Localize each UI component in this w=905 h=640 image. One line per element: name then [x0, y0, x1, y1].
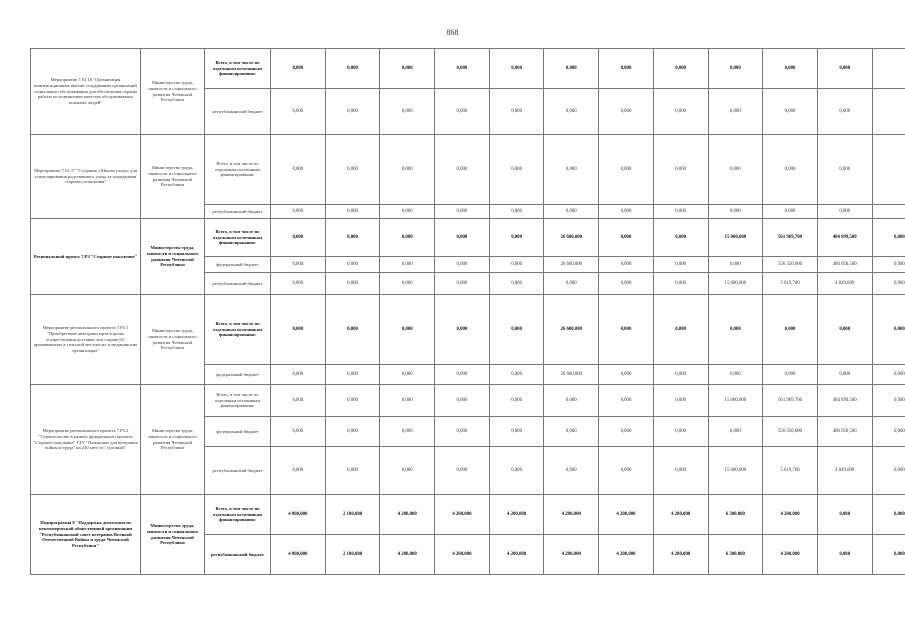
funding-source-cell: федеральный бюджет: [205, 365, 271, 385]
value-cell: 0,000: [380, 89, 435, 135]
value-cell: 0,000: [653, 135, 708, 205]
value-cell: 0,000: [599, 273, 654, 295]
value-cell: 0,000: [380, 417, 435, 447]
funding-source-cell: Всего, в том числе по отдельным источникам финансирования:: [205, 495, 271, 535]
funding-source-cell: Всего, в том числе по отдельным источникам финансирования:: [205, 385, 271, 417]
value-cell: 0,000: [708, 417, 763, 447]
value-cell: 6 300,000: [708, 495, 763, 535]
value-cell: 556 350,000: [763, 417, 818, 447]
responsible-executor-cell: Министерство труда, занятости и социального развития Чеченской Республики: [141, 135, 205, 219]
value-cell: 0,000: [271, 89, 326, 135]
value-cell: 4 200,000: [763, 535, 818, 575]
value-cell: 4 200,000: [489, 535, 544, 575]
value-cell: 0,000: [435, 417, 490, 447]
value-cell: 0,000: [435, 135, 490, 205]
value-cell: 5 619,700: [763, 447, 818, 495]
value-cell: 0,000: [435, 257, 490, 273]
value-cell: 4 849,000: [817, 273, 872, 295]
value-cell: 0,000: [653, 417, 708, 447]
value-cell: 26 600,000: [544, 295, 599, 365]
value-cell: 0,000: [544, 273, 599, 295]
value-cell: 0,000: [489, 385, 544, 417]
funding-source-cell: республиканский бюджет: [205, 273, 271, 295]
value-cell: 0,000: [544, 447, 599, 495]
value-cell: 0,000: [599, 365, 654, 385]
value-cell: [872, 49, 905, 89]
value-cell: 0,000: [325, 273, 380, 295]
value-cell: 0,000: [271, 257, 326, 273]
funding-source-cell: Всего, в том числе по отдельным источникам финансирования:: [205, 49, 271, 89]
value-cell: 556 350,000: [763, 257, 818, 273]
value-cell: 0,000: [708, 89, 763, 135]
value-cell: 0,000: [489, 273, 544, 295]
value-cell: 26 600,000: [544, 365, 599, 385]
value-cell: 0,000: [271, 135, 326, 205]
value-cell: 0,000: [489, 447, 544, 495]
value-cell: 0,000: [872, 257, 905, 273]
value-cell: 0,000: [708, 295, 763, 365]
value-cell: 0,000: [599, 295, 654, 365]
value-cell: 0,000: [653, 273, 708, 295]
value-cell: 0,000: [325, 257, 380, 273]
value-cell: 0,000: [271, 385, 326, 417]
value-cell: 0,000: [435, 49, 490, 89]
value-cell: 26 600,000: [544, 257, 599, 273]
value-cell: 0,000: [653, 49, 708, 89]
value-cell: 0,000: [708, 135, 763, 205]
value-cell: 0,000: [544, 417, 599, 447]
value-cell: 4 200,000: [544, 495, 599, 535]
value-cell: 0,000: [380, 447, 435, 495]
responsible-executor-cell: Министерство труда, занятости и социального развития Чеченской Республики: [141, 385, 205, 495]
value-cell: 0,000: [599, 417, 654, 447]
funding-source-cell: республиканский бюджет: [205, 205, 271, 219]
value-cell: 4 200,000: [489, 495, 544, 535]
value-cell: 0,000: [271, 273, 326, 295]
budget-table: [30, 48, 905, 575]
value-cell: 0,000: [872, 365, 905, 385]
value-cell: 0,000: [763, 89, 818, 135]
value-cell: 4 200,000: [599, 535, 654, 575]
program-name-cell: Подпрограмма 8 "Поддержка деятельности некоммерческой общественной организации "Республиканский совет ветеранов Великой Отечественной Войны и труда Чеченской Республики": [31, 495, 141, 575]
value-cell: 0,000: [271, 447, 326, 495]
value-cell: 0,000: [599, 447, 654, 495]
value-cell: 0,000: [489, 89, 544, 135]
funding-source-cell: Всего, в том числе по отдельным источникам финансирования:: [205, 135, 271, 205]
responsible-executor-cell: Министерство труда, занятости и социального развития Чеченской Республики: [141, 49, 205, 135]
value-cell: 0,000: [325, 219, 380, 257]
program-name-cell: Мероприятие регионального проекта 7.Р3.2 "Строительство в рамках федерального проекта "Старшее поколение" ГБУ "Пансионат для ветеранов войны и труда" на 240 мест в г. Грозный": [31, 385, 141, 495]
value-cell: 4 200,000: [653, 535, 708, 575]
value-cell: 4 200,000: [653, 495, 708, 535]
value-cell: 4 000,000: [271, 535, 326, 575]
program-name-cell: Региональный проект 7.Р3 "Старшее поколение": [31, 219, 141, 295]
value-cell: 0,000: [325, 205, 380, 219]
value-cell: 0,000: [325, 385, 380, 417]
value-cell: 4 200,000: [435, 535, 490, 575]
value-cell: 0,000: [380, 257, 435, 273]
funding-source-cell: республиканский бюджет: [205, 535, 271, 575]
value-cell: 0,000: [708, 365, 763, 385]
value-cell: 0,000: [489, 257, 544, 273]
responsible-executor-cell: Министерство труда, занятости и социального развития Чеченской Республики: [141, 295, 205, 385]
value-cell: 4 200,000: [380, 495, 435, 535]
value-cell: 4 200,000: [380, 535, 435, 575]
value-cell: 484 899,500: [817, 219, 872, 257]
value-cell: 0,000: [872, 495, 905, 535]
value-cell: 0,000: [380, 365, 435, 385]
page-number: 868: [446, 28, 459, 37]
funding-source-cell: республиканский бюджет: [205, 89, 271, 135]
value-cell: 0,000: [380, 219, 435, 257]
value-cell: 15 000,000: [708, 447, 763, 495]
value-cell: 0,000: [653, 257, 708, 273]
value-cell: 0,000: [763, 295, 818, 365]
value-cell: 4 849,000: [817, 447, 872, 495]
value-cell: 0,000: [489, 295, 544, 365]
value-cell: 0,000: [872, 417, 905, 447]
table-row: [31, 295, 905, 365]
funding-source-cell: Всего, в том числе по отдельным источникам финансирования:: [205, 295, 271, 365]
value-cell: 0,000: [271, 205, 326, 219]
value-cell: 0,000: [271, 49, 326, 89]
value-cell: 0,000: [544, 135, 599, 205]
value-cell: 0,000: [653, 385, 708, 417]
value-cell: [872, 89, 905, 135]
value-cell: 0,000: [271, 365, 326, 385]
value-cell: 0,000: [435, 205, 490, 219]
value-cell: 0,000: [817, 295, 872, 365]
value-cell: 0,000: [544, 205, 599, 219]
value-cell: 4 200,000: [435, 495, 490, 535]
value-cell: 15 000,000: [708, 273, 763, 295]
table-row: [31, 495, 905, 535]
value-cell: 0,000: [708, 49, 763, 89]
funding-source-cell: федеральный бюджет: [205, 417, 271, 447]
value-cell: 0,000: [653, 295, 708, 365]
value-cell: 2 100,000: [325, 535, 380, 575]
value-cell: 0,000: [489, 219, 544, 257]
value-cell: 0,000: [271, 417, 326, 447]
value-cell: 0,000: [708, 205, 763, 219]
program-name-cell: Мероприятие 7.01.16 "Организация компенсационных выплат сотрудникам организаций социального обслуживания для обеспечения охраны работы по повышению качества обслуживаемых пожилых людей": [31, 49, 141, 135]
value-cell: 0,000: [325, 447, 380, 495]
value-cell: 0,000: [817, 495, 872, 535]
table-row: [31, 385, 905, 417]
value-cell: 0,000: [325, 417, 380, 447]
table-row: [31, 219, 905, 257]
value-cell: 5 619,700: [763, 273, 818, 295]
value-cell: 0,000: [763, 49, 818, 89]
value-cell: 0,000: [599, 257, 654, 273]
value-cell: 0,000: [544, 89, 599, 135]
value-cell: 0,000: [653, 447, 708, 495]
funding-source-cell: Всего, в том числе по отдельным источникам финансирования:: [205, 219, 271, 257]
value-cell: 0,000: [489, 205, 544, 219]
value-cell: 0,000: [817, 135, 872, 205]
table-body: [31, 49, 905, 575]
value-cell: 6 300,000: [708, 535, 763, 575]
value-cell: 0,000: [325, 135, 380, 205]
value-cell: 15 000,000: [708, 385, 763, 417]
value-cell: [872, 205, 905, 219]
value-cell: 0,000: [817, 535, 872, 575]
value-cell: 0,000: [817, 49, 872, 89]
value-cell: 0,000: [817, 89, 872, 135]
value-cell: 0,000: [872, 295, 905, 365]
value-cell: 0,000: [872, 385, 905, 417]
value-cell: 0,000: [271, 295, 326, 365]
value-cell: 0,000: [763, 365, 818, 385]
table-row: [31, 135, 905, 205]
value-cell: 0,000: [325, 295, 380, 365]
value-cell: 0,000: [708, 257, 763, 273]
value-cell: 0,000: [380, 49, 435, 89]
value-cell: 0,000: [817, 205, 872, 219]
responsible-executor-cell: Министерство труда, занятости и социального развития Чеченской Республики: [141, 219, 205, 295]
value-cell: 2 100,000: [325, 495, 380, 535]
value-cell: 480 050,500: [817, 257, 872, 273]
value-cell: 0,000: [435, 89, 490, 135]
value-cell: 0,000: [653, 205, 708, 219]
value-cell: 0,000: [599, 219, 654, 257]
value-cell: 561 969,700: [763, 219, 818, 257]
value-cell: 0,000: [872, 273, 905, 295]
value-cell: 0,000: [872, 219, 905, 257]
value-cell: 4 200,000: [544, 535, 599, 575]
value-cell: 0,000: [380, 135, 435, 205]
value-cell: 0,000: [489, 135, 544, 205]
value-cell: 0,000: [380, 273, 435, 295]
funding-source-cell: федеральный бюджет: [205, 257, 271, 273]
value-cell: 15 000,000: [708, 219, 763, 257]
value-cell: 484 899,500: [817, 385, 872, 417]
value-cell: 0,000: [435, 273, 490, 295]
value-cell: [872, 135, 905, 205]
value-cell: 480 050,500: [817, 417, 872, 447]
value-cell: 561 969,700: [763, 385, 818, 417]
table-row: [31, 49, 905, 89]
value-cell: 0,000: [435, 219, 490, 257]
value-cell: 0,000: [763, 205, 818, 219]
value-cell: 0,000: [489, 417, 544, 447]
value-cell: 0,000: [489, 49, 544, 89]
value-cell: 0,000: [599, 385, 654, 417]
value-cell: 0,000: [325, 49, 380, 89]
value-cell: 0,000: [325, 365, 380, 385]
responsible-executor-cell: Министерство труда, занятости и социального развития Чеченской Республики: [141, 495, 205, 575]
value-cell: 0,000: [544, 385, 599, 417]
value-cell: 0,000: [599, 89, 654, 135]
value-cell: 0,000: [489, 365, 544, 385]
value-cell: 0,000: [653, 89, 708, 135]
value-cell: 0,000: [817, 365, 872, 385]
value-cell: 4 200,000: [763, 495, 818, 535]
value-cell: 0,000: [763, 135, 818, 205]
funding-source-cell: республиканский бюджет: [205, 447, 271, 495]
value-cell: 0,000: [435, 295, 490, 365]
program-name-cell: Мероприятие регионального проекта 7.Р3.1 "Приобретение автотранспорта в целях осуществления доставки лиц старше 65, проживающих в сельской местности, в медицинские организации": [31, 295, 141, 385]
value-cell: 0,000: [872, 535, 905, 575]
value-cell: 0,000: [325, 89, 380, 135]
value-cell: 0,000: [653, 365, 708, 385]
value-cell: 0,000: [435, 447, 490, 495]
program-name-cell: Мероприятие 7.01.17 "Создание «Школы ухода» для стимулирования родственного ухода за гражданами старшего поколения": [31, 135, 141, 219]
value-cell: 0,000: [435, 365, 490, 385]
value-cell: 4 200,000: [599, 495, 654, 535]
value-cell: 0,000: [380, 205, 435, 219]
value-cell: 0,000: [435, 385, 490, 417]
value-cell: 4 000,000: [271, 495, 326, 535]
value-cell: 0,000: [380, 295, 435, 365]
value-cell: 0,000: [599, 135, 654, 205]
value-cell: 0,000: [653, 219, 708, 257]
value-cell: 0,000: [271, 219, 326, 257]
value-cell: 0,000: [599, 205, 654, 219]
value-cell: 0,000: [544, 49, 599, 89]
value-cell: 0,000: [599, 49, 654, 89]
value-cell: 0,000: [872, 447, 905, 495]
value-cell: 0,000: [380, 385, 435, 417]
value-cell: 26 600,000: [544, 219, 599, 257]
